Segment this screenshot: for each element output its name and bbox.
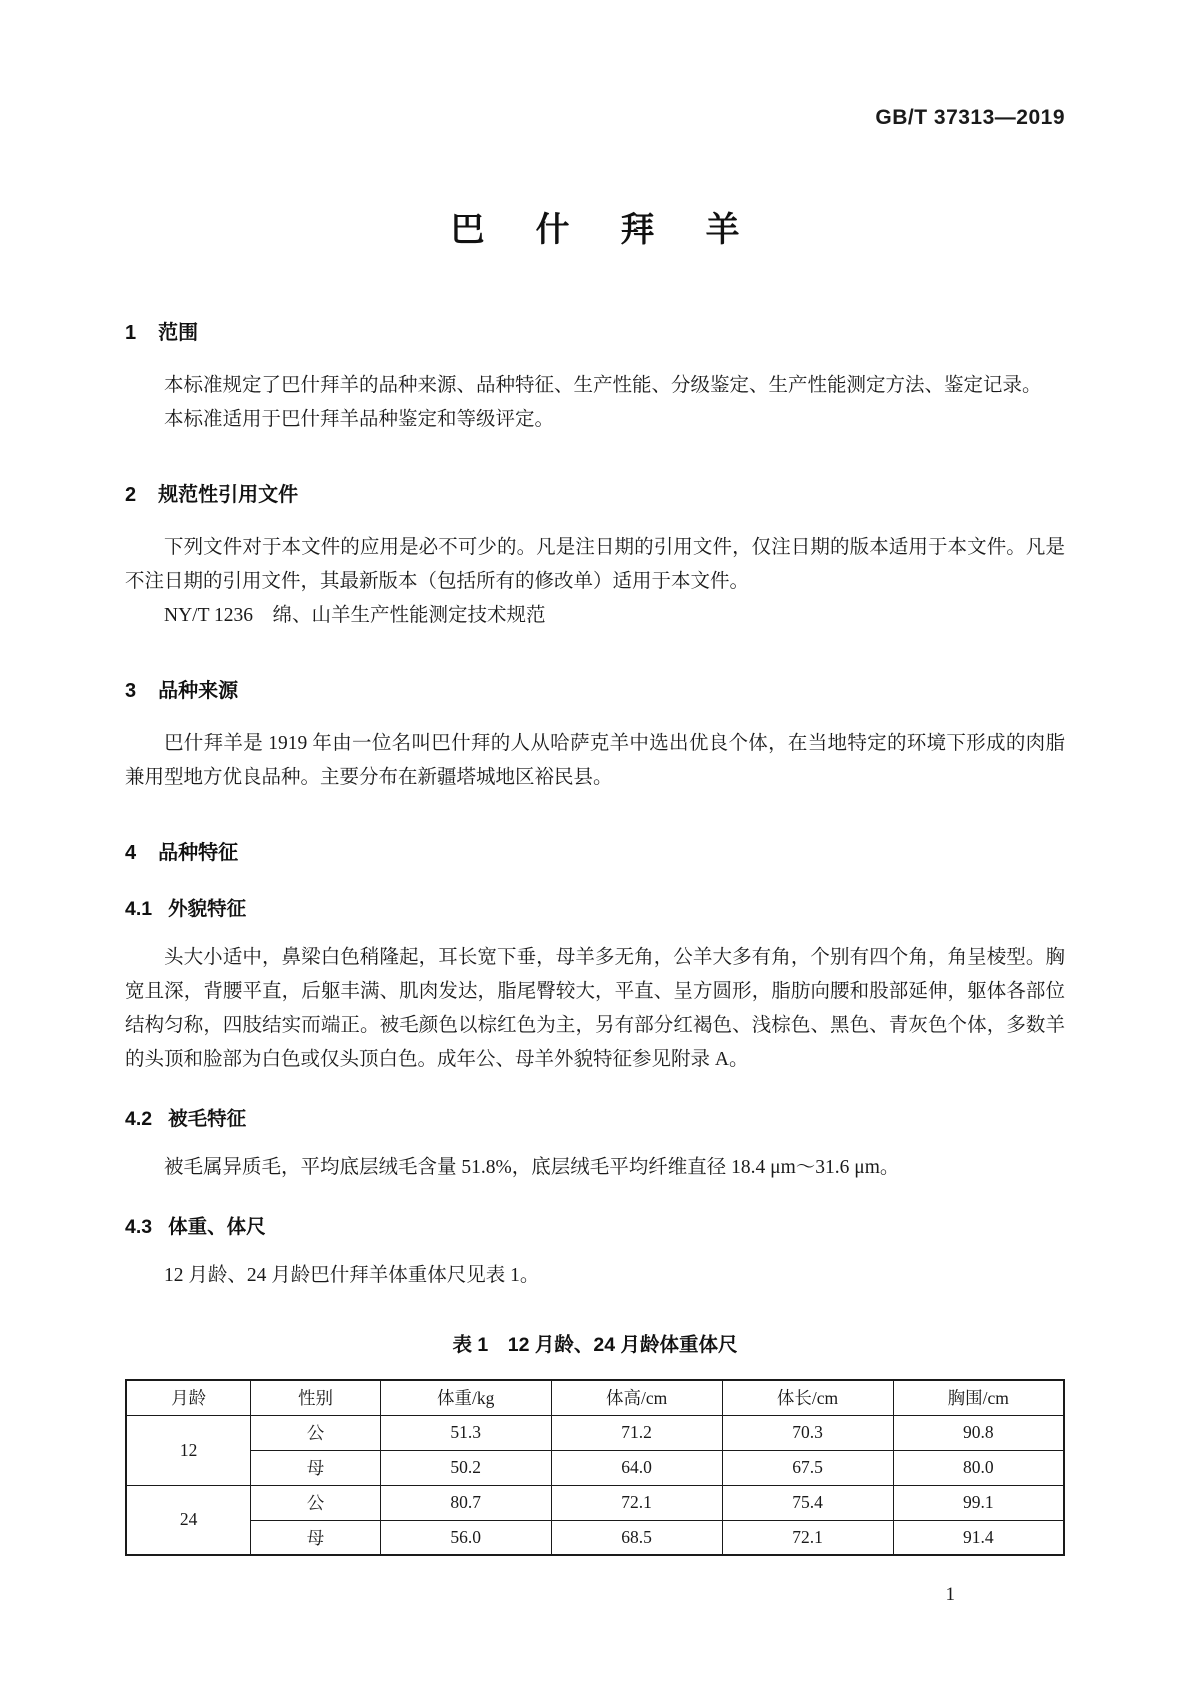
body-measurements-table — [125, 1379, 1065, 1556]
section-title: 规范性引用文件 — [158, 484, 299, 506]
table-cell-height: 71.2 — [551, 1415, 722, 1450]
table-cell-weight: 56.0 — [380, 1520, 551, 1555]
subsection-body — [125, 1259, 1065, 1293]
section-number: 3 — [125, 680, 137, 702]
section-body — [125, 369, 1065, 437]
document-title: 巴什拜羊 — [450, 211, 791, 249]
referenced-standard: NY/T 1236 绵、山羊生产性能测定技术规范 — [164, 605, 546, 626]
section-number: 4 — [125, 842, 137, 864]
paragraph: 下列文件对于本文件的应用是必不可少的。凡是注日期的引用文件，仅注日期的版本适用于本文件。凡是不注日期的引用文件，其最新版本（包括所有的修改单）适用于本文件。 — [125, 537, 1065, 592]
table-cell-weight: 51.3 — [380, 1415, 551, 1450]
table-row — [126, 1415, 1064, 1450]
table-header-cell-length: 体长/cm — [722, 1380, 893, 1415]
table-cell-height: 72.1 — [551, 1485, 722, 1520]
section-heading — [125, 481, 1065, 509]
subsection-number: 4.1 — [125, 898, 153, 920]
section-title: 品种特征 — [158, 842, 239, 864]
paragraph: 12 月龄、24 月龄巴什拜羊体重体尺见表 1。 — [164, 1265, 540, 1286]
section-normative-references — [125, 481, 1065, 633]
section-scope — [125, 319, 1065, 437]
section-number: 1 — [125, 322, 137, 344]
paragraph: 巴什拜羊是 1919 年由一位名叫巴什拜的人从哈萨克羊中选出优良个体，在当地特定的环境下形成的肉脂兼用型地方优良品种。主要分布在新疆塔城地区裕民县。 — [125, 733, 1065, 788]
table-cell-height: 64.0 — [551, 1450, 722, 1485]
subsection-heading — [125, 1213, 1065, 1241]
subsection-number: 4.2 — [125, 1108, 153, 1130]
table-cell-age: 12 — [126, 1415, 251, 1485]
subsection-title: 体重、体尺 — [168, 1216, 266, 1238]
table-cell-sex: 母 — [251, 1450, 380, 1485]
section-title: 范围 — [158, 322, 199, 344]
subsection-heading — [125, 895, 1065, 923]
table-cell-length: 70.3 — [722, 1415, 893, 1450]
standard-number: GB/T 37313—2019 — [875, 106, 1065, 129]
table-header-cell-age: 月龄 — [126, 1380, 251, 1415]
table-cell-sex: 母 — [251, 1520, 380, 1555]
table-cell-age: 24 — [126, 1485, 251, 1555]
table-header-cell-sex: 性别 — [251, 1380, 380, 1415]
table-cell-length: 75.4 — [722, 1485, 893, 1520]
subsection-body — [125, 941, 1065, 1077]
subsection-body — [125, 1151, 1065, 1185]
table-header-cell-height: 体高/cm — [551, 1380, 722, 1415]
subsection-fleece — [125, 1105, 1065, 1185]
table-row — [126, 1450, 1064, 1485]
section-heading — [125, 319, 1065, 347]
page-number: 1 — [945, 1584, 955, 1605]
table-header-cell-chest: 胸围/cm — [893, 1380, 1064, 1415]
subsection-title: 被毛特征 — [168, 1108, 247, 1130]
table-caption: 表 1 12 月龄、24 月龄体重体尺 — [452, 1334, 738, 1356]
table-cell-chest: 91.4 — [893, 1520, 1064, 1555]
section-heading — [125, 839, 1065, 867]
table-cell-chest: 80.0 — [893, 1450, 1064, 1485]
table-cell-weight: 80.7 — [380, 1485, 551, 1520]
section-heading — [125, 677, 1065, 705]
paragraph: 本标准规定了巴什拜羊的品种来源、品种特征、生产性能、分级鉴定、生产性能测定方法、鉴定记录。 — [164, 375, 1042, 396]
section-number: 2 — [125, 484, 137, 506]
subsection-heading — [125, 1105, 1065, 1133]
subsection-appearance — [125, 895, 1065, 1077]
section-title: 品种来源 — [158, 680, 239, 702]
table-cell-weight: 50.2 — [380, 1450, 551, 1485]
subsection-number: 4.3 — [125, 1216, 153, 1238]
table-cell-sex: 公 — [251, 1485, 380, 1520]
section-breed-origin — [125, 677, 1065, 795]
paragraph: 本标准适用于巴什拜羊品种鉴定和等级评定。 — [164, 409, 555, 430]
table-cell-height: 68.5 — [551, 1520, 722, 1555]
table-row — [126, 1520, 1064, 1555]
section-body — [125, 531, 1065, 633]
table-cell-chest: 99.1 — [893, 1485, 1064, 1520]
table-cell-length: 67.5 — [722, 1450, 893, 1485]
table-row — [126, 1485, 1064, 1520]
paragraph: 头大小适中，鼻梁白色稍隆起，耳长宽下垂，母羊多无角，公羊大多有角，个别有四个角，角呈棱型。胸宽且深，背腰平直，后躯丰满、肌肉发达，脂尾臀较大，平直、呈方圆形，脂肪向腰和股部延伸，躯体各部位结构匀称，四肢结实而端正。被毛颜色以棕红色为主，另有部分红褐色、浅棕色、黑色、青灰色个体，多数羊的头顶和脸部为白色或仅头顶白色。成年公、母羊外貌特征参见附录 A。 — [125, 947, 1065, 1070]
table-cell-chest: 90.8 — [893, 1415, 1064, 1450]
table-cell-length: 72.1 — [722, 1520, 893, 1555]
table-header-row — [126, 1380, 1064, 1415]
subsection-body-weight-size — [125, 1213, 1065, 1293]
section-body — [125, 727, 1065, 795]
paragraph: 被毛属异质毛，平均底层绒毛含量 51.8%，底层绒毛平均纤维直径 18.4 μm～31.6 μm。 — [164, 1157, 900, 1178]
subsection-title: 外貌特征 — [168, 898, 247, 920]
table-header-cell-weight: 体重/kg — [380, 1380, 551, 1415]
table-cell-sex: 公 — [251, 1415, 380, 1450]
section-breed-characteristics — [125, 839, 1065, 1293]
